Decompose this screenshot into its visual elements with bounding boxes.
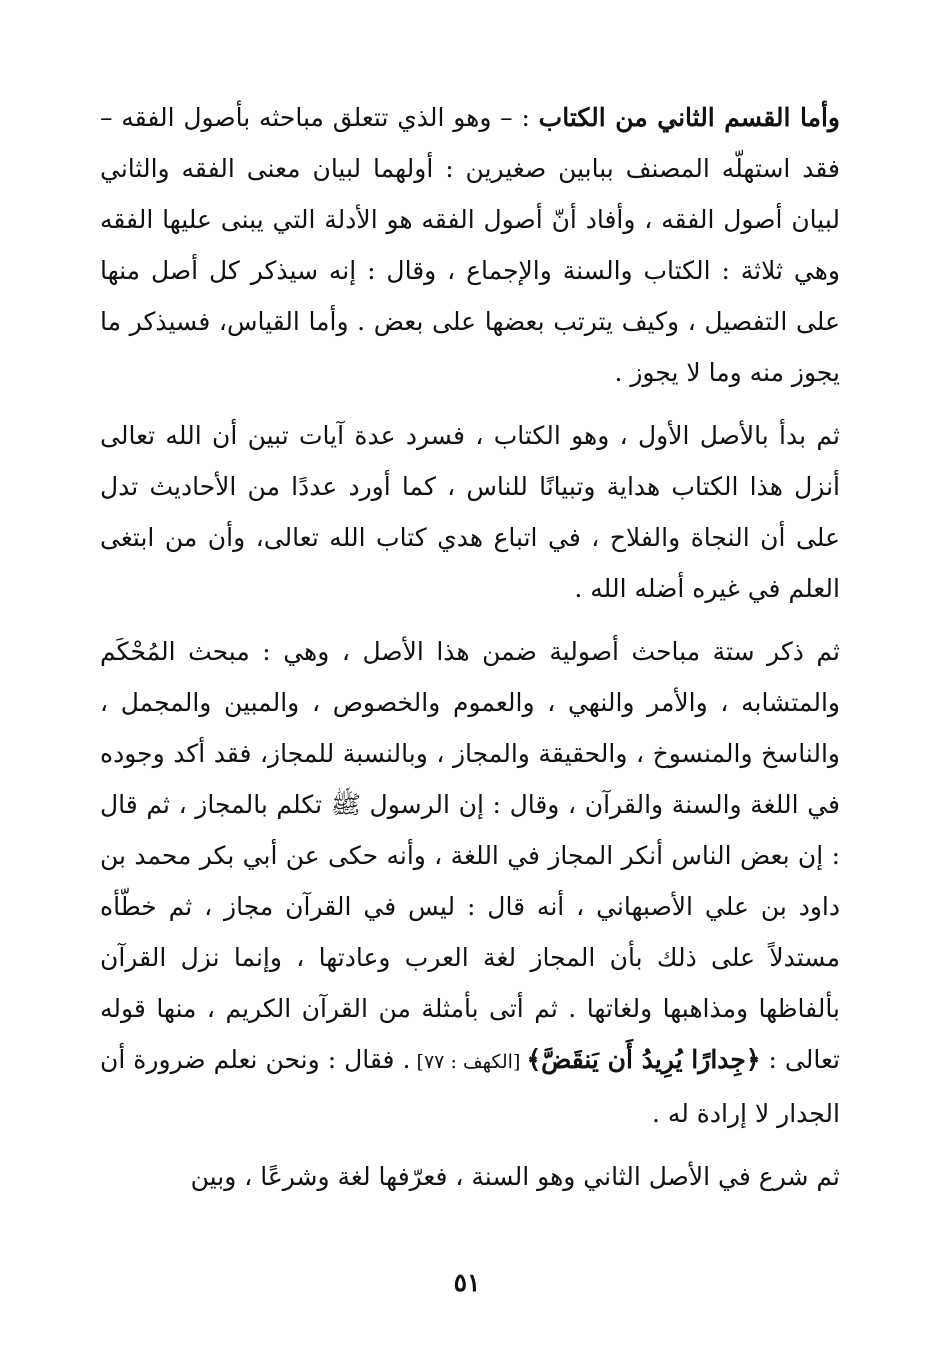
quran-verse-quote: ﴿جِدارًا يُرِيدُ أَن يَنقَضَّ﴾ (526, 1045, 761, 1074)
page-number: ٥١ (453, 1268, 481, 1297)
surah-reference: [الكهف : ٧٧] (410, 1051, 527, 1073)
paragraph-3-continuation: . فقال : ونحن نعلم ضرورة أن الجدار لا إرادة له . (100, 1045, 840, 1128)
paragraph-1-text: : – وهو الذي تتعلق مباحثه بأصول الفقه – فقد استهلّه المصنف ببابين صغيرين : أولهما لبيان معنى الفقه والثاني لبيان أصول الفقه ، وأفاد أنّ أصول الفقه هو الأدلة التي يبنى عليها الفقه وهي ثلاثة : الكتاب والسنة والإجماع ، وقال : إنه سيذكر كل أصل منها على التفصيل ، وكيف يترتب بعضها على بعض . وأما القياس، فسيذكر ما يجوز منه وما لا يجوز . (100, 103, 840, 387)
paragraph-2-text: ثم بدأ بالأصل الأول ، وهو الكتاب ، فسرد عدة آيات تبين أن الله تعالى أنزل هذا الكتاب هداية وتبيانًا للناس ، كما أورد عددًا من الأحاديث تدل على أن النجاة والفلاح ، في اتباع هدي كتاب الله تعالى، وأن من ابتغى العلم في غيره أضله الله . (100, 421, 840, 603)
paragraph-3 (100, 626, 840, 1139)
paragraph-4 (100, 1151, 840, 1202)
paragraph-2 (100, 410, 840, 614)
paragraph-3-text: ثم ذكر ستة مباحث أصولية ضمن هذا الأصل ، وهي : مبحث المُحْكَم والمتشابه ، والأمر والنهي ، والعموم والخصوص ، والمبين والمجمل ، والناسخ والمنسوخ ، والحقيقة والمجاز ، وبالنسبة للمجاز، فقد أكد وجوده في اللغة والسنة والقرآن ، وقال : إن الرسول ﷺ تكلم بالمجاز ، ثم قال : إن بعض الناس أنكر المجاز في اللغة ، وأنه حكى عن أبي بكر محمد بن داود بن علي الأصبهاني ، أنه قال : ليس في القرآن مجاز ، ثم خطّأه مستدلاً على ذلك بأن المجاز لغة العرب وعادتها ، وإنما نزل القرآن بألفاظها ومذاهبها ولغاتها . ثم أتى بأمثلة من القرآن الكريم ، منها قوله تعالى : (100, 637, 840, 1074)
paragraph-4-text: ثم شرع في الأصل الثاني وهو السنة ، فعرّفها لغة وشرعًا ، وبين (190, 1162, 840, 1191)
page-body (100, 92, 840, 1202)
section-heading-lead: وأما القسم الثاني من الكتاب (538, 103, 841, 132)
paragraph-1 (100, 92, 840, 398)
